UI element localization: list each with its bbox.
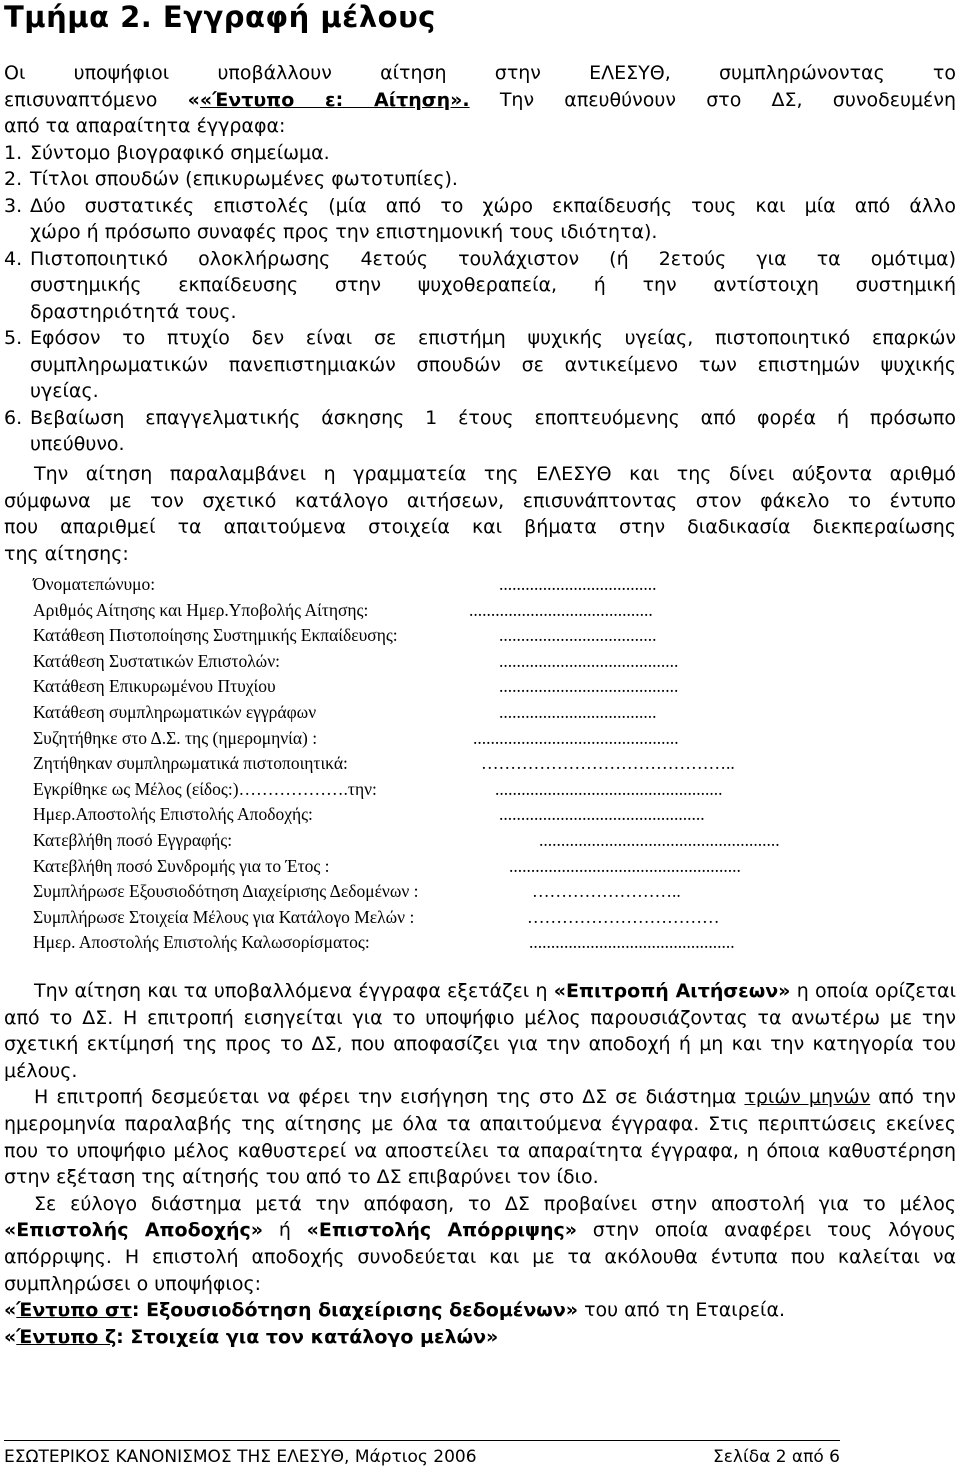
- form-row: [33, 854, 933, 880]
- form-row: [33, 777, 933, 803]
- footer-divider: [4, 1440, 840, 1441]
- quote-mark: «: [4, 1325, 17, 1348]
- form-row: [33, 649, 933, 675]
- list-item-text: Δύο συστατικές επιστολές (μία από το χώρο εκπαίδευσής τους και μία από άλλο: [30, 194, 956, 217]
- form-e-title: «Έντυπο ε: Αίτηση».: [199, 88, 470, 111]
- intro-text: από τα απαραίτητα έγγραφα:: [4, 115, 286, 137]
- form-field-label: Συμπλήρωσε Στοιχεία Μέλους για Κατάλογο Μελών :: [33, 906, 415, 927]
- committee-paragraph: [4, 978, 956, 1084]
- form-field-label: Συμπλήρωσε Εξουσιοδότηση Διαχείρισης Δεδομένων :: [33, 881, 419, 902]
- form-field-blank: ...............................................: [473, 727, 679, 748]
- quote-mark: «: [4, 1299, 17, 1322]
- form-row: [33, 572, 933, 598]
- list-item-number: 6.: [4, 406, 23, 429]
- committee-name: «Επιτροπή Αιτήσεων»: [553, 980, 791, 1002]
- paragraph-line: που απαριθμεί τα απαιτούμενα στοιχεία και βήματα στην διαδικασία διεκπεραίωσης: [4, 516, 956, 538]
- list-item-line: [4, 405, 956, 432]
- form-st-reference: [4, 1299, 578, 1321]
- text-run: Η επιτροπή δεσμεύεται να φέρει την εισήγηση της στο ΔΣ σε διάστημα: [34, 1086, 745, 1109]
- list-item-line: [4, 378, 956, 405]
- list-item-line: [4, 166, 956, 193]
- form-row: [33, 751, 933, 777]
- list-item-number: 3.: [4, 194, 23, 217]
- list-item-line: [4, 140, 956, 167]
- form-field-label: Κατεβλήθη ποσό Συνδρομής για το Έτος :: [33, 855, 330, 876]
- list-item-number: 2.: [4, 168, 23, 190]
- intro-line: [4, 60, 956, 87]
- footer-page-number: Σελίδα 2 από 6: [712, 1447, 840, 1467]
- list-item-line: [4, 299, 956, 326]
- form-field-blank: .........................................: [499, 650, 679, 671]
- list-item-text: συστημικής εκπαίδευσης στην ψυχοθεραπεία, ή την αντίστοιχη συστημική: [30, 274, 956, 296]
- form-field-label: Κατεβλήθη ποσό Εγγραφής:: [33, 829, 233, 850]
- list-item-text: Τίτλοι σπουδών (επικυρωμένες φωτοτυπίες).: [30, 168, 458, 190]
- list-item-text: δραστηριότητά τους.: [30, 300, 237, 323]
- form-field-label: Όνοματεπώνυμο:: [33, 574, 156, 594]
- page-footer: [4, 1446, 840, 1470]
- form-field-blank: .......................................................: [539, 829, 780, 850]
- intro-line: [4, 113, 956, 140]
- form-row: [33, 623, 933, 649]
- text-run: ή: [263, 1219, 307, 1242]
- text-run: από την ημερομηνία παραλαβής της αίτησης με όλα τα απαιτούμενα έγγραφα. Στις περιπτώσεις εκείνες που το υποψήφιο μέλος καθυστερεί να αποστείλει τα απαραίτητα έγγραφα, η όποια καθυστέρηση στην εξέταση της αίτησής του από το ΔΣ επιβαρύνει τον ίδιο.: [4, 1086, 957, 1189]
- form-field-blank: ....................................: [499, 701, 657, 722]
- list-item-line: [4, 246, 956, 273]
- rejection-letter: «Επιστολής Απόρριψης»: [306, 1219, 578, 1242]
- form-field-label: Κατάθεση Πιστοποίησης Συστημικής Εκπαίδευσης:: [33, 625, 398, 646]
- list-item-line: [4, 219, 956, 246]
- form-field-blank: ...............................................: [499, 804, 705, 825]
- list-item-line: [4, 193, 956, 220]
- text-run: η οποία ορίζεται από το ΔΣ. Η επιτροπή εισηγείται για το υποψήφιο μέλος παρουσιάζοντας τα ανωτέρω με την σχετική εκτίμησή της προς το ΔΣ, που αποφασίζει για την αποδοχή ή μη και την κατηγορία του μέλους.: [4, 980, 957, 1082]
- form-st-title: Έντυπο στ: [16, 1299, 132, 1322]
- form-field-blank: .....................................................: [509, 855, 741, 876]
- processing-form: [33, 572, 933, 956]
- form-field-label: Κατάθεση Επικυρωμένου Πτυχίου: [33, 676, 276, 697]
- list-item-line: [4, 325, 956, 352]
- intro-line: [4, 87, 956, 114]
- paragraph-line: της αίτησης:: [4, 542, 129, 565]
- form-row: [33, 905, 933, 931]
- intro-text: επισυναπτόμενο: [4, 88, 188, 111]
- form-row: [33, 802, 933, 828]
- form-field-blank: ……………………..: [532, 881, 681, 902]
- list-item-text: Βεβαίωση επαγγελματικής άσκησης 1 έτους εποπτευόμενης από φορέα ή πρόσωπο: [30, 406, 956, 429]
- form-row: [33, 598, 933, 624]
- list-item-text: Σύντομο βιογραφικό σημείωμα.: [30, 141, 330, 164]
- list-item-text: Πιστοποιητικό ολοκλήρωσης 4ετούς τουλάχιστον (ή 2ετούς για τα ομότιμα): [30, 247, 956, 270]
- form-e-reference: ««Έντυπο ε: Αίτηση».: [187, 88, 470, 111]
- form-field-label: Κατάθεση συμπληρωματικών εγγράφων: [33, 701, 317, 722]
- list-item-line: [4, 272, 956, 299]
- form-field-label: Κατάθεση Συστατικών Επιστολών:: [33, 650, 280, 671]
- list-item-text: υπεύθυνο.: [30, 433, 125, 455]
- form-row: [33, 879, 933, 905]
- form-row: [33, 674, 933, 700]
- intro-text: Οι υποψήφιοι υποβάλλουν αίτηση στην ΕΛΕΣΥΘ, συμπληρώνοντας το: [4, 62, 956, 84]
- text-run: Σε εύλογο διάστημα μετά την απόφαση, το ΔΣ προβαίνει στην αποστολή για το μέλος: [34, 1192, 956, 1215]
- form-field-blank: .........................................: [499, 676, 679, 697]
- intro-section: [4, 60, 956, 458]
- list-item-number: 1.: [4, 141, 23, 164]
- form-st-line: [4, 1297, 956, 1324]
- form-field-label: Ημερ.Αποστολής Επιστολής Αποδοχής:: [33, 804, 313, 825]
- text-run: του από τη Εταιρεία.: [578, 1299, 786, 1322]
- form-z-title: Έντυπο ζ: [16, 1325, 117, 1348]
- list-item-text: Εφόσον το πτυχίο δεν είναι σε επιστήμη ψυχικής υγείας, πιστοποιητικό επαρκών: [30, 327, 956, 349]
- section-heading: Τμήμα 2. Εγγραφή μέλους: [4, 0, 436, 34]
- form-field-blank: ……………………………: [527, 906, 720, 927]
- form-field-blank: ....................................: [499, 625, 657, 646]
- form-z-desc: : Στοιχεία για τον κατάλογο μελών»: [116, 1325, 499, 1348]
- form-row: [33, 726, 933, 752]
- intro-text: Την απευθύνουν στο ΔΣ, συνοδευμένη: [469, 88, 956, 111]
- form-field-blank: ....................................: [499, 574, 657, 594]
- form-row: [33, 828, 933, 854]
- form-field-label: Αριθμός Αίτησης και Ημερ.Υποβολής Αίτησης:: [33, 599, 369, 620]
- form-z-line: [4, 1324, 956, 1351]
- registration-paragraph: [4, 461, 956, 567]
- form-row: [33, 930, 933, 956]
- list-item-line: [4, 431, 956, 458]
- form-z-reference: [4, 1326, 498, 1348]
- form-field-label: Εγκρίθηκε ως Μέλος (είδος:)……………….την:: [33, 778, 377, 799]
- letter-paragraph: [4, 1191, 956, 1297]
- form-st-desc: : Εξουσιοδότηση διαχείρισης δεδομένων»: [131, 1299, 579, 1322]
- form-row: [33, 700, 933, 726]
- list-item-number: 4.: [4, 247, 23, 270]
- form-field-blank: ...............................................: [529, 932, 735, 953]
- paragraph-line: σύμφωνα με τον σχετικό κατάλογο αιτήσεων, επισυνάπτοντας στον φάκελο το έντυπο: [4, 489, 956, 512]
- form-field-label: Ημερ. Αποστολής Επιστολής Καλωσορίσματος:: [33, 932, 370, 953]
- document-list: [4, 140, 956, 458]
- list-item-text: συμπληρωματικών πανεπιστημιακών σπουδών σε αντικείμενο των επιστημών ψυχικής: [30, 353, 956, 376]
- list-item-number: 5.: [4, 327, 23, 349]
- form-field-label: Συζητήθηκε στο Δ.Σ. της (ημερομηνία) :: [33, 727, 318, 748]
- form-field-blank: ..........................................: [469, 599, 653, 620]
- list-item-text: χώρο ή πρόσωπο συναφές προς την επιστημονική τους ιδιότητα).: [30, 221, 658, 243]
- deadline-paragraph: [4, 1084, 956, 1190]
- footer-document-title: ΕΣΩΤΕΡΙΚΟΣ ΚΑΝΟΝΙΣΜΟΣ ΤΗΣ ΕΛΕΣΥΘ, Μάρτιος 2006: [4, 1447, 477, 1467]
- list-item-line: [4, 352, 956, 379]
- deadline-term: τριών μηνών: [744, 1086, 871, 1109]
- form-field-label: Ζητήθηκαν συμπληρωματικά πιστοποιητικά:: [33, 753, 348, 774]
- paragraph-line: Την αίτηση παραλαμβάνει η γραμματεία της ΕΛΕΣΥΘ και της δίνει αύξοντα αριθμό: [34, 463, 956, 485]
- text-run: στην οποία αναφέρει τους λόγους απόρριψης. Η επιστολή αποδοχής συνοδεύεται και με τα ακόλουθα έντυπα που καλείται να συμπληρώσει ο υποψήφιος:: [4, 1219, 956, 1295]
- form-field-blank: ....................................................: [495, 778, 723, 799]
- list-item-text: υγείας.: [30, 380, 99, 402]
- committee-section: [4, 978, 956, 1350]
- form-field-blank: ……………………………………..: [481, 753, 735, 774]
- acceptance-letter: «Επιστολής Αποδοχής»: [4, 1219, 264, 1242]
- text-run: Την αίτηση και τα υποβαλλόμενα έγγραφα εξετάζει η: [34, 980, 554, 1002]
